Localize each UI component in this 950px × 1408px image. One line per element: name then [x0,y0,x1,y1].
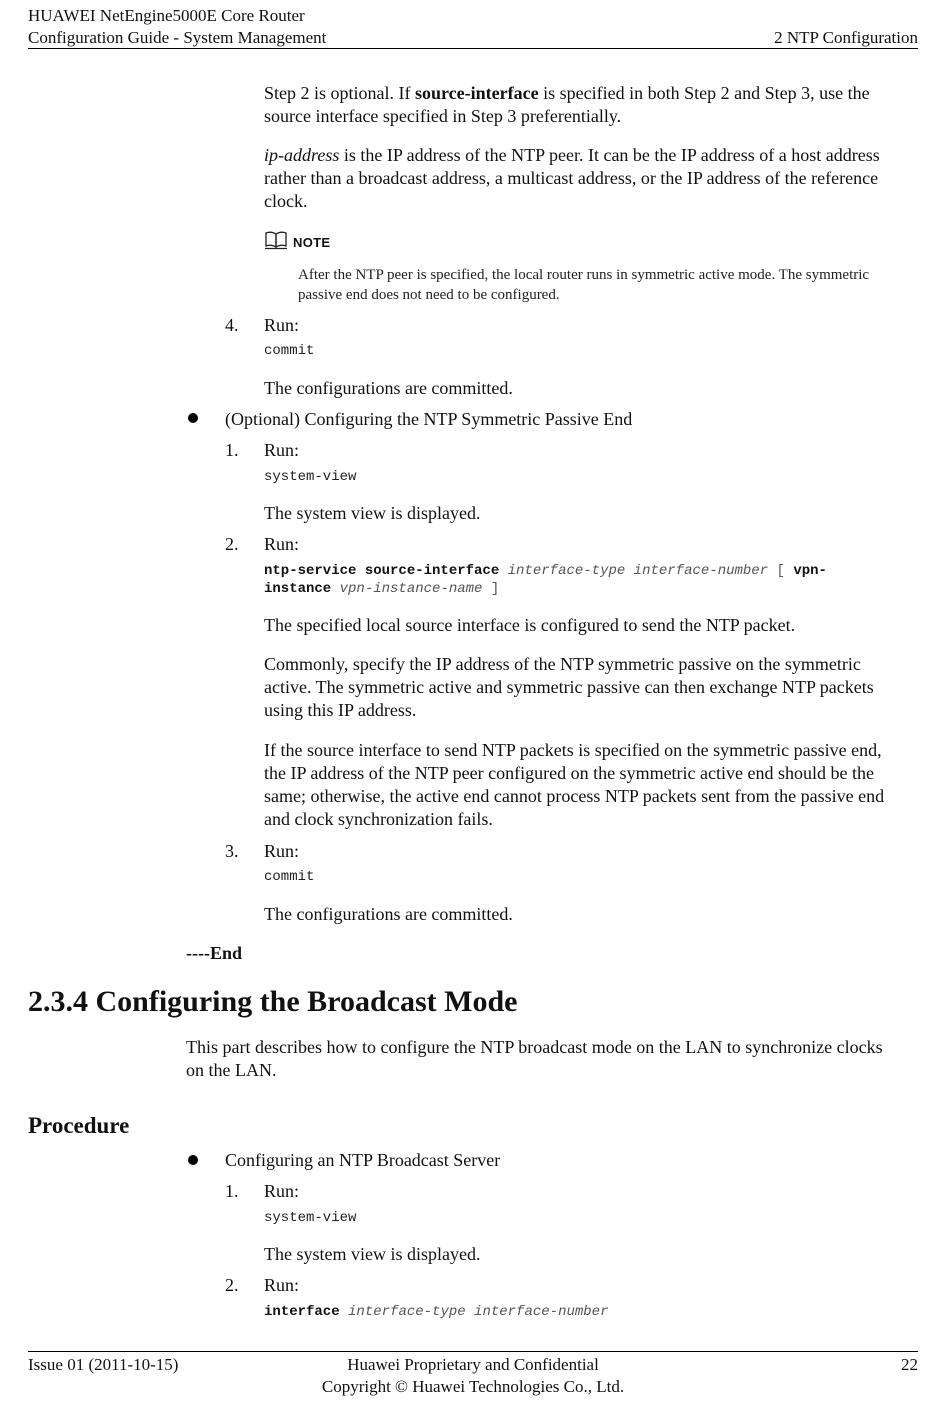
header-chapter: 2 NTP Configuration [774,28,918,47]
command-commit: commit [264,869,315,885]
paragraph-ip-address: ip-address is the IP address of the NTP peer. It can be the IP address of a host address rather than a broadcast address, a multicast address, or the IP address of the reference clock. [264,145,880,211]
step-number: 2. [225,534,239,554]
step-number: 3. [225,841,239,861]
paragraph-source-interface-note: If the source interface to send NTP packets is specified on the symmetric passive end, the IP address of the NTP peer configured on the symmetric active end should be the same; otherwise, the active end cannot process NTP packets sent from the passive end and clock synchronization fails. [264,740,885,829]
footer-issue: Issue 01 (2011-10-15) [28,1355,179,1374]
note-label: NOTE [293,235,331,250]
command-system-view: system-view [264,1210,357,1226]
step-description: The system view is displayed. [264,503,481,523]
step-number: 1. [225,440,239,460]
bullet-title-passive: (Optional) Configuring the NTP Symmetric Passive End [225,409,633,429]
paragraph-step2-optional: Step 2 is optional. If source-interface is specified in both Step 2 and Step 3, use the source interface specified in Step 3 preferentially. [264,83,870,126]
step-description: The configurations are committed. [264,904,513,924]
bullet-icon [188,1155,198,1165]
note-text: After the NTP peer is specified, the local router runs in symmetric active mode. The symmetric passive end does not need to be configured. [298,267,870,303]
page-number: 22 [901,1355,918,1374]
book-icon [264,230,288,250]
step-number: 2. [225,1275,239,1295]
bullet-title-broadcast: Configuring an NTP Broadcast Server [225,1150,501,1170]
step-number: 1. [225,1181,239,1201]
step-description: The specified local source interface is configured to send the NTP packet. [264,615,796,635]
header-rule [28,48,918,49]
step-run-label: Run: [264,440,300,460]
command-interface: interface interface-type interface-number [264,1304,609,1320]
step-run-label: Run: [264,1181,300,1201]
footer-confidential: Huawei Proprietary and Confidential [347,1355,599,1374]
step-number: 4. [225,315,239,335]
command-system-view: system-view [264,469,357,485]
section-intro: This part describes how to configure the NTP broadcast mode on the LAN to synchronize clocks on the LAN. [186,1037,883,1080]
procedure-heading: Procedure [28,1113,130,1138]
command-commit: commit [264,343,315,359]
header-product: HUAWEI NetEngine5000E Core Router [28,6,305,25]
header-guide: Configuration Guide - System Management [28,28,327,47]
step-run-label: Run: [264,315,300,335]
step-run-label: Run: [264,534,300,554]
step-description: The configurations are committed. [264,378,513,398]
step-run-label: Run: [264,1275,300,1295]
bullet-icon [188,413,198,423]
step-run-label: Run: [264,841,300,861]
step-description: The system view is displayed. [264,1244,481,1264]
footer-copyright: Copyright © Huawei Technologies Co., Ltd. [321,1377,625,1396]
footer-rule [28,1351,918,1352]
end-marker: ----End [186,943,243,963]
section-title: 2.3.4 Configuring the Broadcast Mode [28,985,518,1018]
command-ntp-source-interface: ntp-service source-interface interface-type interface-number [ vpn- instance vpn-instance-name ] [264,563,827,597]
paragraph-commonly: Commonly, specify the IP address of the NTP symmetric passive on the symmetric active. The symmetric active and symmetric passive can then exchange NTP packets using this IP address. [264,654,874,720]
